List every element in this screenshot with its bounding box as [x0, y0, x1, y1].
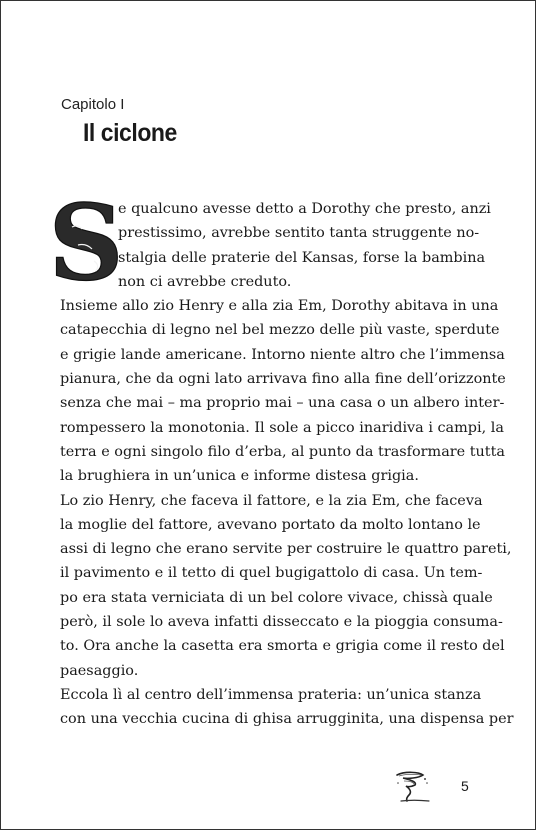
text-line: po era stata verniciata di un bel colore vivace, chissà quale	[60, 589, 493, 606]
text-line: to. Ora anche la casetta era smorta e grigia come il resto del	[60, 638, 505, 655]
chapter-title: Il ciclone	[83, 119, 177, 147]
text-line: Eccola lì al centro dell’immensa prateria: un’unica stanza	[60, 686, 482, 703]
text-line: prestissimo, avrebbe sentito tanta struggente no-	[118, 225, 480, 242]
chapter-label: Capitolo I	[61, 96, 125, 113]
text-line: Insieme allo zio Henry e alla zia Em, Dorothy abitava in una	[60, 298, 499, 315]
dropcap-letter: S	[48, 181, 124, 304]
text-line: paesaggio.	[60, 662, 139, 679]
text-line: la brughiera in un’unica e informe distesa grigia.	[60, 468, 419, 485]
text-line: assi di legno che erano servite per costruire le quattro pareti,	[60, 541, 512, 558]
dropcap	[48, 181, 124, 304]
text-line: catapecchia di legno nel bel mezzo delle più vaste, sperdute	[60, 322, 500, 339]
paragraph-4	[60, 683, 514, 732]
text-line: con una vecchia cucina di ghisa arrugginita, una dispensa per	[60, 711, 514, 728]
text-line: terra e ogni singolo filo d’erba, al punto da trasformare tutta	[60, 443, 505, 460]
text-line: però, il sole lo aveva infatti disseccato e la pioggia consuma-	[60, 614, 503, 631]
text-line: senza che mai – ma proprio mai – una casa o un albero inter-	[60, 395, 505, 412]
tornado-icon	[393, 769, 433, 803]
dropcap-s-icon	[48, 181, 124, 304]
paragraph-3	[60, 489, 512, 683]
page-number: 5	[461, 778, 469, 794]
chapter-text	[48, 181, 514, 732]
text-line: non ci avrebbe creduto.	[118, 273, 292, 290]
text-line: e qualcuno avesse detto a Dorothy che presto, anzi	[118, 201, 491, 217]
text-line: la moglie del fattore, avevano portato da molto lontano le	[60, 516, 481, 533]
text-line: e grigie lande americane. Intorno niente altro che l’immensa	[60, 346, 505, 363]
text-line: Lo zio Henry, che faceva il fattore, e la zia Em, che faceva	[60, 492, 483, 509]
paragraph-2	[60, 294, 506, 488]
text-line: il pavimento e il tetto di quel bugigattolo di casa. Un tem-	[60, 565, 483, 582]
text-line: pianura, che da ogni lato arrivava fino alla fine dell’orizzonte	[60, 371, 506, 388]
paragraph-1	[48, 181, 491, 304]
text-line: stalgia delle praterie del Kansas, forse la bambina	[118, 249, 486, 266]
text-line: rompessero la monotonia. Il sole a picco inaridiva i campi, la	[60, 419, 504, 436]
